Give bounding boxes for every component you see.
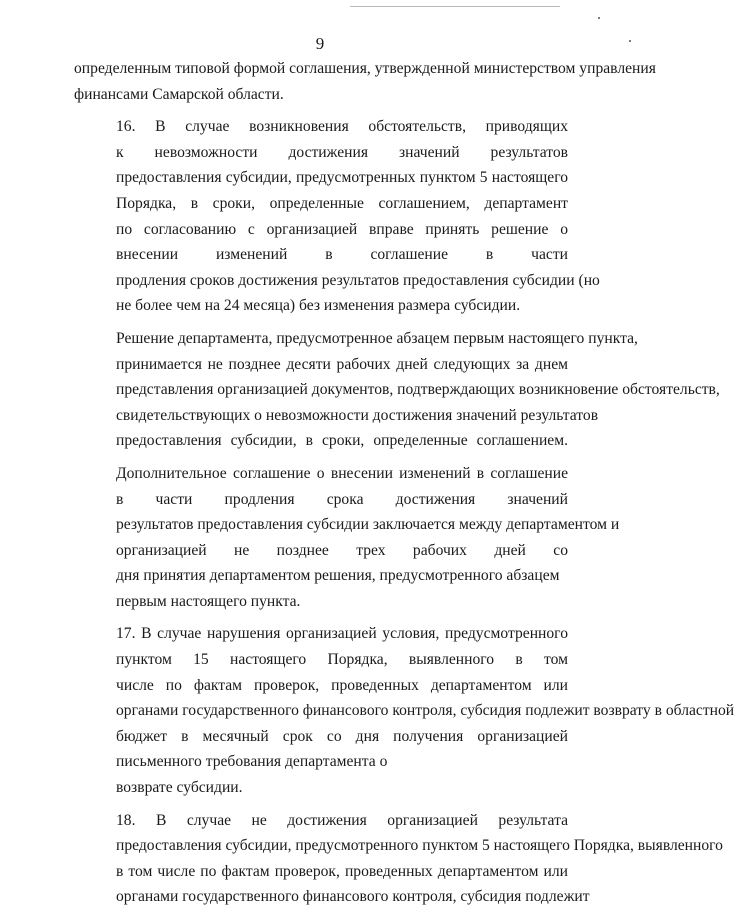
scan-speck [598, 17, 600, 19]
paragraph-p16: 16. В случае возникновения обстоятельств, приводящих к невозможности достижения значений результатов предоставления субсидии, предусмотренных пунктом 5 настоящего Порядка, в сроки, определенные соглашением, департамент по согласованию с организацией вправе принять решение о внесении изменений в соглашение в части продления сроков достижения результатов предоставления субсидии (но не более чем на 24 месяца) без изменения размера субсидии. [116, 118, 600, 315]
paragraph-p-intro: определенным типовой формой соглашения, утвержденной министерством управления финансами Самарской области. [74, 60, 656, 103]
paragraph-p16-decision: Решение департамента, предусмотренное абзацем первым настоящего пункта, принимается не позднее десяти рабочих дней следующих за днем представления организацией документов, подтверждающих возникновение обстоятельств, свидетельствующих о невозможности достижения значений результатов предоставления субсидии, в сроки, определенные соглашением. [116, 329, 720, 450]
page-number: 9 [315, 34, 325, 53]
paragraph-p18: 18. В случае не достижения организацией результата предоставления субсидии, предусмотренного пунктом 5 настоящего Порядка, выявленного в том числе по фактам проверок, проведенных департаментом или органами государственного финансового контроля, субсидия подлежит [116, 811, 723, 906]
paragraph-p17: 17. В случае нарушения организацией условия, предусмотренного пунктом 15 настоящего Порядка, выявленного в том числе по фактам проверок, проведенных департаментом или органами государственного финансового контроля, субсидия подлежит возврату в областной бюджет в месячный срок со дня получения организацией письменного требования департамента о возврате субсидии. [116, 625, 734, 797]
paragraph-p16-agreement: Дополнительное соглашение о внесении изменений в соглашение в части продления срока достижения значений результатов предоставления субсидии заключается между департаментом и организацией не позднее трех рабочих дней со дня принятия департаментом решения, предусмотренного абзацем первым настоящего пункта. [116, 464, 620, 610]
scan-edge-line [350, 6, 560, 7]
document-body [74, 56, 734, 910]
